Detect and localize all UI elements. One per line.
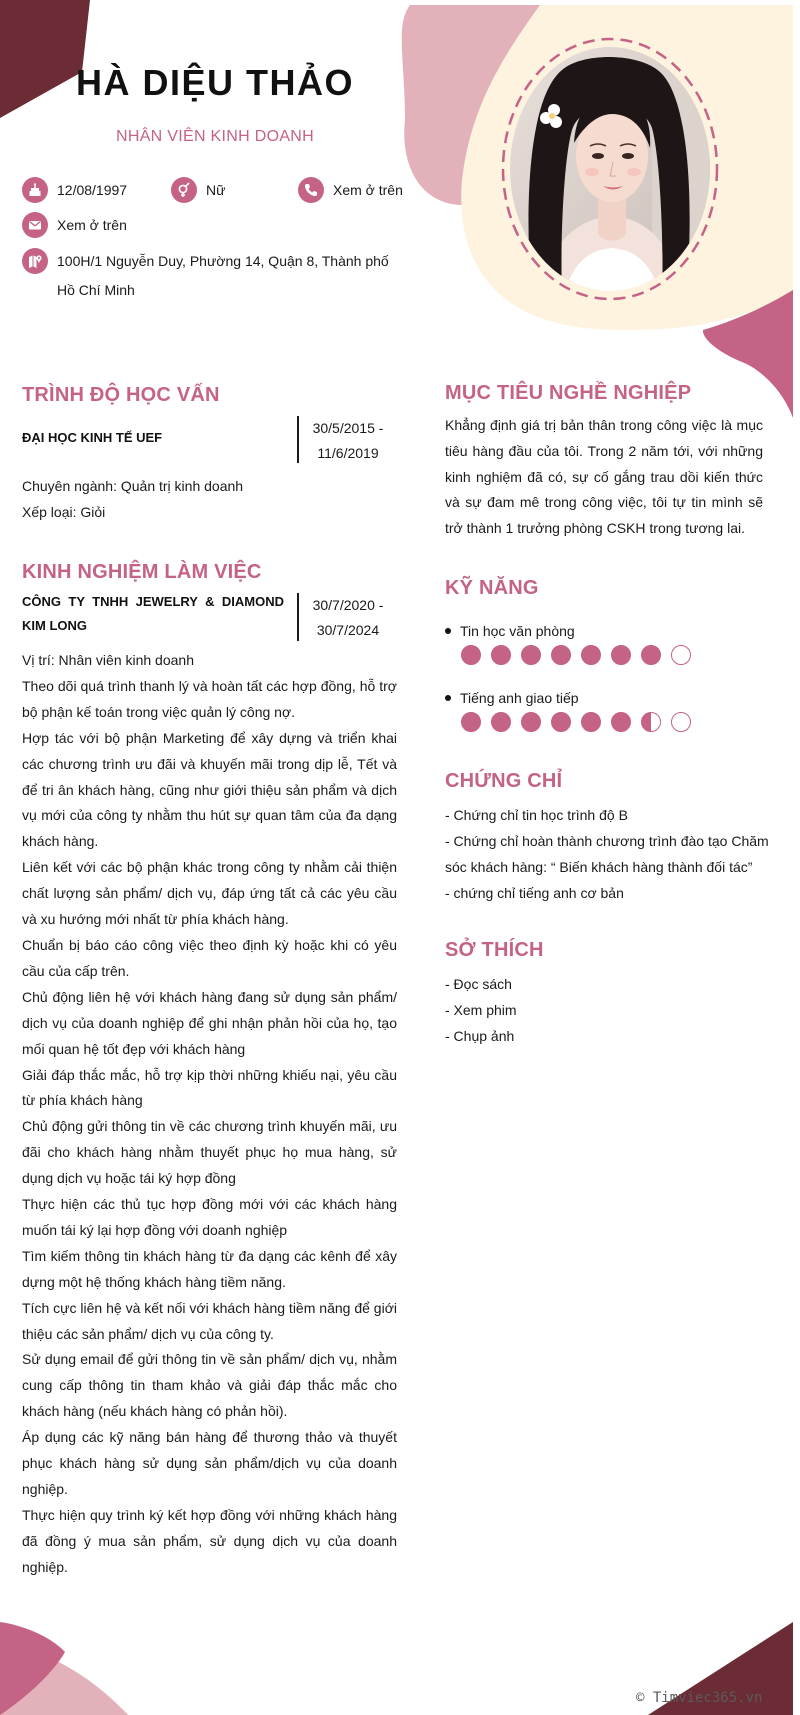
rating-dot [521,645,541,665]
page-gutter [793,0,800,1715]
contact-birthdate [22,177,127,203]
rating-dot [671,645,691,665]
education-grade: Xếp loại: Giỏi [22,504,106,520]
experience-date-end: 30/7/2024 [316,622,380,638]
rating-dot [641,645,661,665]
certificate-line: - Chứng chỉ tin học trình độ B [445,807,628,823]
skill-name: Tin học văn phòng [460,623,575,639]
address-line2: Hồ Chí Minh [57,282,135,298]
duty-item: Thực hiện quy trình ký kết hợp đồng với những khách hàng đã đồng ý mua sản phẩm, sử dụng dịch vụ của doanh nghiệp. [22,1506,397,1575]
objective-heading: MỤC TIÊU NGHỀ NGHIỆP [445,382,692,404]
skill-rating [461,712,701,732]
rating-dot [521,712,541,732]
certificate-line: - Chứng chỉ hoàn thành chương trình đào tạo Chăm [445,833,769,849]
rating-dot [491,712,511,732]
skill-name: Tiếng anh giao tiếp [460,690,579,706]
skill-rating [461,645,701,665]
duty-item: Tích cực liên hệ và kết nối với khách hàng tiềm năng để giới thiệu các sản phẩm/ dịch vụ của công ty. [22,1299,397,1342]
duty-item: Hợp tác với bộ phận Marketing để xây dựng và triển khai các chương trình ưu đãi và khuyến mãi trong dịp lễ, Tết và để tri ân khách hàng, cũng như giới thiệu sản phẩm và dịch vụ mới của công ty nhằm thu hút sự quan tâm của đa dạng khách hàng. [22,729,397,850]
candidate-name: HÀ DIỆU THẢO [76,62,354,103]
rating-dot [581,712,601,732]
experience-dates [298,593,398,643]
hobby-item: - Chụp ảnh [445,1028,515,1044]
education-date-end: 11/6/2019 [317,445,379,461]
duty-item: Giải đáp thắc mắc, hỗ trợ kịp thời những khiếu nại, yêu cầu từ phía khách hàng [22,1066,397,1109]
education-dates [298,416,398,466]
duty-item: Chuẩn bị báo cáo công việc theo định kỳ hoặc khi có yêu cầu của cấp trên. [22,936,397,979]
experience-company: CÔNG TY TNHH JEWELRY & DIAMOND KIM LONG [22,594,284,633]
education-heading: TRÌNH ĐỘ HỌC VẤN [22,384,220,406]
duty-item: Thực hiện các thủ tục hợp đồng mới với các khách hàng muốn tái ký lại hợp đồng với doanh nghiệp [22,1196,397,1238]
birthday-cake-icon [22,177,48,203]
hobbies-heading: SỞ THÍCH [445,939,544,961]
duty-item: Liên kết với các bộ phận khác trong công ty nhằm cải thiện chất lượng sản phẩm/ dịch vụ, đáp ứng tất cả các yêu cầu và xu hướng mới nhất từ phía khách hàng. [22,859,397,928]
rating-dot [551,712,571,732]
duty-item: Chủ động gửi thông tin về các chương trình khuyến mãi, ưu đãi cho khách hàng nhằm thuyết phục họ mua hàng, sử dụng dịch vụ hoặc tái ký hợp đồng [22,1118,397,1187]
rating-dot [611,712,631,732]
rating-dot [611,645,631,665]
gender-icon [171,177,197,203]
duty-item: Tìm kiếm thông tin khách hàng từ đa dạng các kênh để xây dựng một hệ thống khách hàng tiềm năng. [22,1247,397,1290]
gender-text: Nữ [206,182,226,198]
duty-item: Áp dụng các kỹ năng bán hàng để thương thảo và thuyết phục khách hàng sử dụng sản phẩm/dịch vụ của doanh nghiệp. [22,1429,397,1497]
phone-icon [298,177,324,203]
rating-dot [461,645,481,665]
hobby-item: - Đọc sách [445,976,512,992]
experience-heading: KINH NGHIỆM LÀM VIỆC [22,561,262,583]
address-line1: 100H/1 Nguyễn Duy, Phường 14, Quận 8, Thành phố [57,253,389,269]
experience-date-start: 30/7/2020 - [312,597,384,613]
bullet-dot [445,628,451,634]
education-date-start: 30/5/2015 - [312,420,384,436]
rating-dot [581,645,601,665]
bullet-dot [445,695,451,701]
education-school: ĐẠI HỌC KINH TẾ UEF [22,430,163,445]
contact-gender [171,177,225,203]
experience-duties [22,648,397,1581]
certificate-line: sóc khách hàng: “ Biến khách hàng thành đối tác” [445,859,753,875]
map-location-icon [22,248,48,274]
objective-text: Khẳng định giá trị bản thân trong công việc là mục tiêu hàng đầu của tôi. Trong 2 năm tới, với những kinh nghiệm đã có, sự cố gắng trau dồi kiến thức và sự đam mê trong công việc, tôi tự tin mình sẽ trở thành 1 trưởng phòng CSKH trong tương lai. [445,417,763,537]
hobby-item: - Xem phim [445,1002,517,1018]
certificates-heading: CHỨNG CHỈ [445,770,563,792]
skill-item [445,623,575,639]
profile-photo [502,38,718,300]
rating-dot [641,712,661,732]
duty-item: Sử dụng email để gửi thông tin về sản phẩm/ dịch vụ, nhằm cung cấp thông tin tham khảo và giải đáp thắc mắc cho khách hàng (nếu khách hàng có phản hồi). [22,1351,397,1420]
contact-email [22,212,127,238]
skills-heading: KỸ NĂNG [445,577,539,599]
rating-dot [461,712,481,732]
phone-text: Xem ở trên [333,182,403,198]
birthdate-text: 12/08/1997 [57,182,128,198]
education-major: Chuyên ngành: Quản trị kinh doanh [22,478,244,494]
email-icon [22,212,48,238]
rating-dot [551,645,571,665]
contact-phone [298,177,403,203]
watermark: © Timviec365.vn [636,1690,763,1706]
skill-item [445,690,579,706]
email-text: Xem ở trên [57,217,127,233]
duty-item: Theo dõi quá trình thanh lý và hoàn tất các hợp đồng, hỗ trợ bộ phận kế toán trong việc quản lý công nợ. [22,677,397,720]
certificate-line: - chứng chỉ tiếng anh cơ bản [445,885,624,901]
candidate-role: NHÂN VIÊN KINH DOANH [115,128,315,145]
contact-address [22,248,389,274]
rating-dot [491,645,511,665]
duty-item: Vị trí: Nhân viên kinh doanh [22,652,194,668]
duty-item: Chủ động liên hệ với khách hàng đang sử dụng sản phẩm/ dịch vụ của doanh nghiệp để ghi nhận phản hồi của họ, tạo mối quan hệ tốt đẹp với khách hàng [22,988,397,1057]
rating-dot [671,712,691,732]
